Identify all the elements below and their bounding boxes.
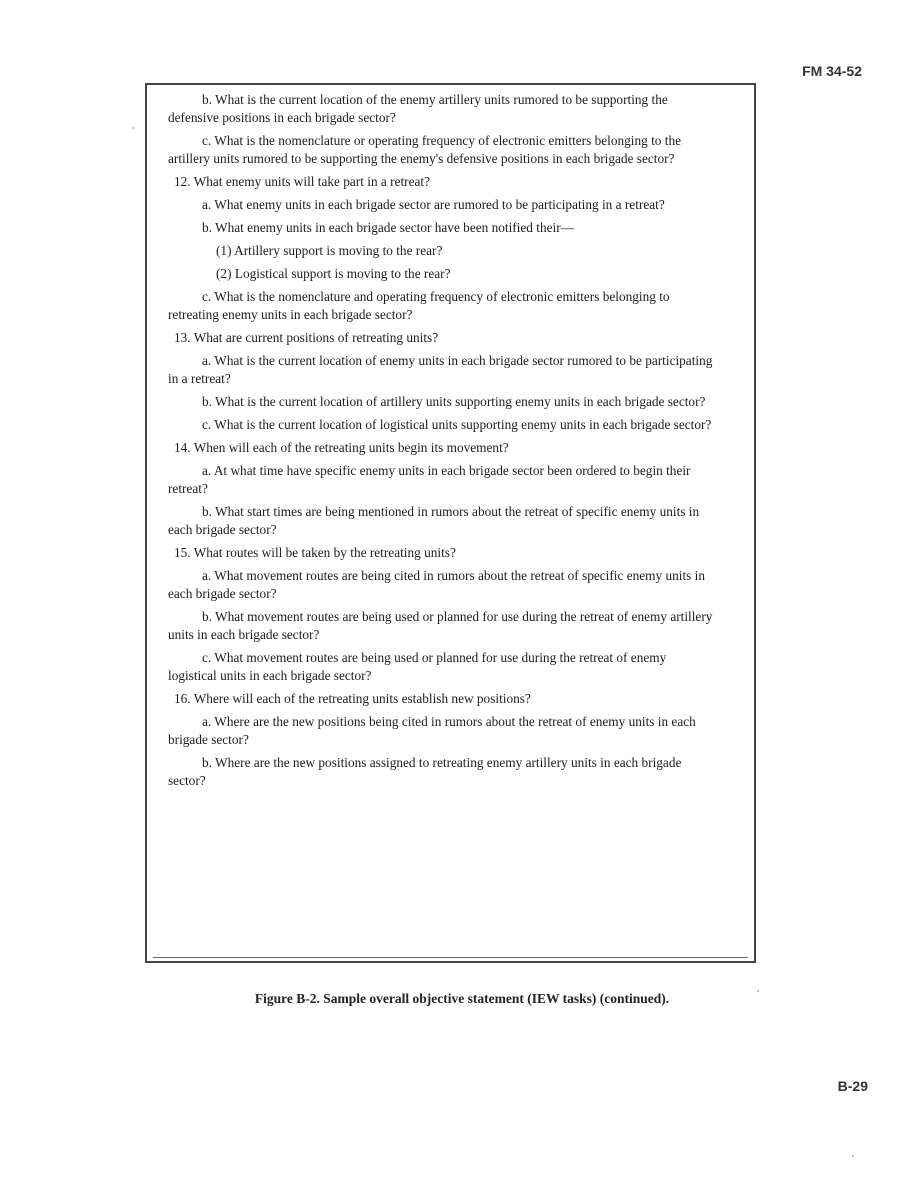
sub-question-item: b. What is the current location of artillery units supporting enemy units in each brigade sector? — [202, 394, 706, 409]
question-item: 13. What are current positions of retreating units? — [174, 330, 439, 345]
sub-question-item: c. What movement routes are being used or planned for use during the retreat of enemy logistical units in each brigade sector? — [168, 650, 667, 683]
sub-question-item: b. What enemy units in each brigade sector have been notified their— — [202, 220, 574, 235]
sub-question-item: b. What movement routes are being used or planned for use during the retreat of enemy artillery units in each brigade sector? — [168, 609, 713, 642]
scan-speck — [757, 990, 759, 992]
sub-question-item: (2) Logistical support is moving to the rear? — [216, 266, 451, 281]
sub-question-item: a. At what time have specific enemy units in each brigade sector been ordered to begin their retreat? — [168, 463, 691, 496]
page-number: B-29 — [837, 1078, 868, 1094]
question-item: 15. What routes will be taken by the retreating units? — [174, 545, 456, 560]
sub-question-item: a. Where are the new positions being cited in rumors about the retreat of enemy units in each brigade sector? — [168, 714, 696, 747]
document-id-header: FM 34-52 — [802, 63, 862, 79]
question-item: 14. When will each of the retreating units begin its movement? — [174, 440, 509, 455]
question-item: 16. Where will each of the retreating units establish new positions? — [174, 691, 531, 706]
sub-question-item: c. What is the nomenclature or operating frequency of electronic emitters belonging to the artillery units rumored to be supporting the enemy's defensive positions in each brigade sector? — [168, 133, 682, 166]
figure-box — [145, 83, 756, 963]
figure-caption: Figure B-2. Sample overall objective statement (IEW tasks) (continued). — [254, 991, 670, 1006]
sub-question-item: a. What is the current location of enemy units in each brigade sector rumored to be participating in a retreat? — [168, 353, 713, 386]
sub-question-item: c. What is the nomenclature and operating frequency of electronic emitters belonging to retreating enemy units in each brigade sector? — [168, 289, 670, 322]
question-item: 12. What enemy units will take part in a retreat? — [174, 174, 430, 189]
scan-speck — [852, 1155, 854, 1157]
sub-question-item: a. What enemy units in each brigade sector are rumored to be participating in a retreat? — [202, 197, 665, 212]
sub-question-item: (1) Artillery support is moving to the rear? — [216, 243, 443, 258]
scan-speck — [132, 127, 134, 129]
sub-question-item: b. What start times are being mentioned in rumors about the retreat of specific enemy units in each brigade sector? — [168, 504, 700, 537]
sub-question-item: b. Where are the new positions assigned to retreating enemy artillery units in each brigade sector? — [168, 755, 682, 788]
sub-question-item: a. What movement routes are being cited in rumors about the retreat of specific enemy units in each brigade sector? — [168, 568, 706, 601]
sub-question-item: c. What is the current location of logistical units supporting enemy units in each brigade sector? — [202, 417, 712, 432]
objective-statement-list — [168, 91, 713, 795]
sub-question-item: b. What is the current location of the enemy artillery units rumored to be supporting the defensive positions in each brigade sector? — [168, 92, 668, 125]
